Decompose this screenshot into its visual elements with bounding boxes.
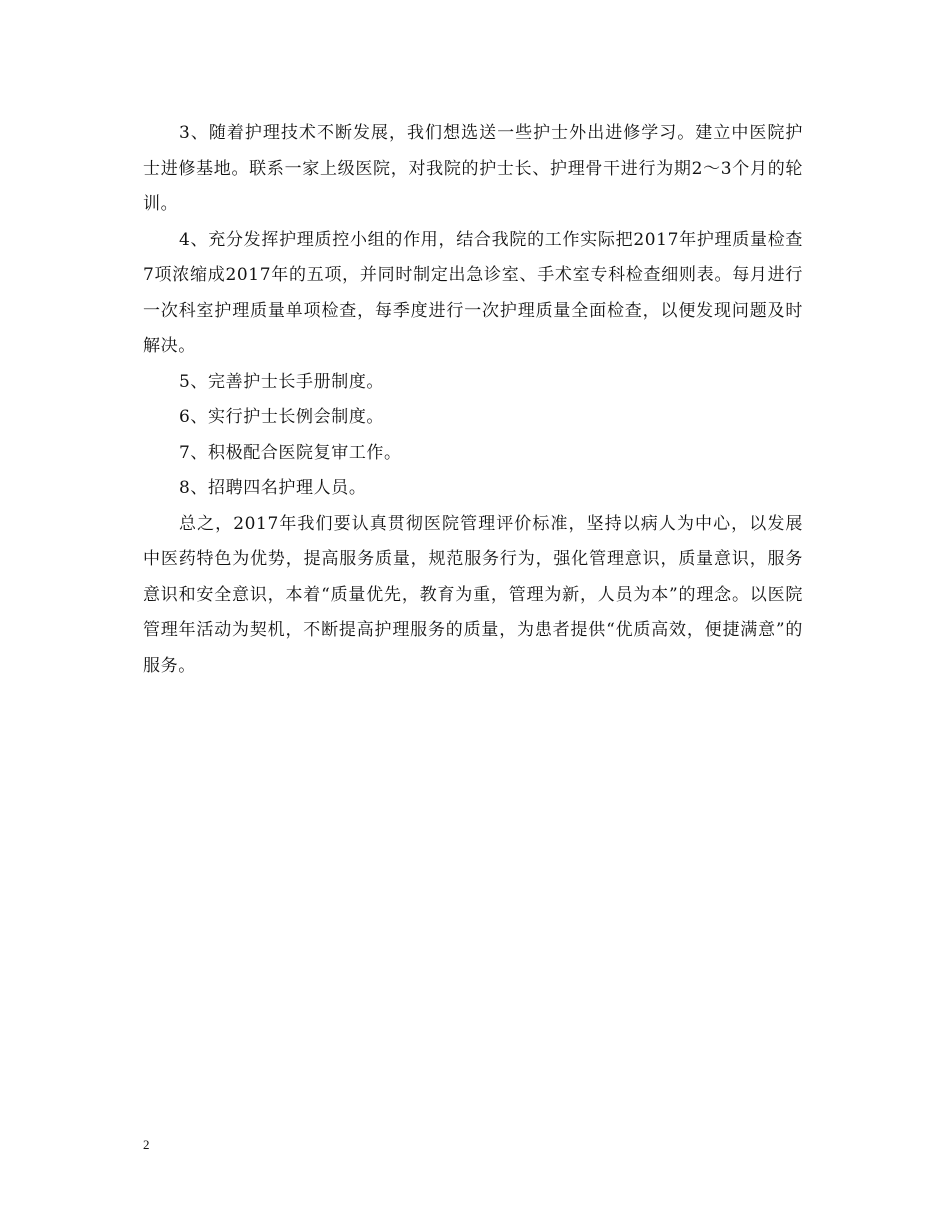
paragraph-item-3: 3、随着护理技术不断发展，我们想选送一些护士外出进修学习。建立中医院护士进修基地。联系一家上级医院，对我院的护士长、护理骨干进行为期2～3个月的轮训。 bbox=[143, 123, 803, 214]
paragraph-item-6: 6、实行护士长例会制度。 bbox=[179, 407, 385, 427]
paragraph-item-4: 4、充分发挥护理质控小组的作用，结合我院的工作实际把2017年护理质量检查7项浓缩成2017年的五项，并同时制定出急诊室、手术室专科检查细则表。每月进行一次科室护理质量单项检查，每季度进行一次护理质量全面检查，以便发现问题及时解决。 bbox=[143, 229, 803, 356]
paragraph-item-5: 5、完善护士长手册制度。 bbox=[179, 371, 385, 392]
summary-paragraph: 总之，2017年我们要认真贯彻医院管理评价标准，坚持以病人为中心，以发展中医药特色为优势，提高服务质量，规范服务行为，强化管理意识，质量意识，服务意识和安全意识，本着“质量优先，教育为重，管理为新，人员为本”的理念。以医院管理年活动为契机，不断提高护理服务的质量，为患者提供“优质高效，便捷满意”的服务。 bbox=[143, 513, 803, 676]
paragraph-item-7: 7、积极配合医院复审工作。 bbox=[179, 442, 402, 463]
page-number: 2 bbox=[143, 1137, 150, 1152]
document-body bbox=[143, 116, 803, 684]
paragraph-item-8: 8、招聘四名护理人员。 bbox=[179, 478, 367, 498]
